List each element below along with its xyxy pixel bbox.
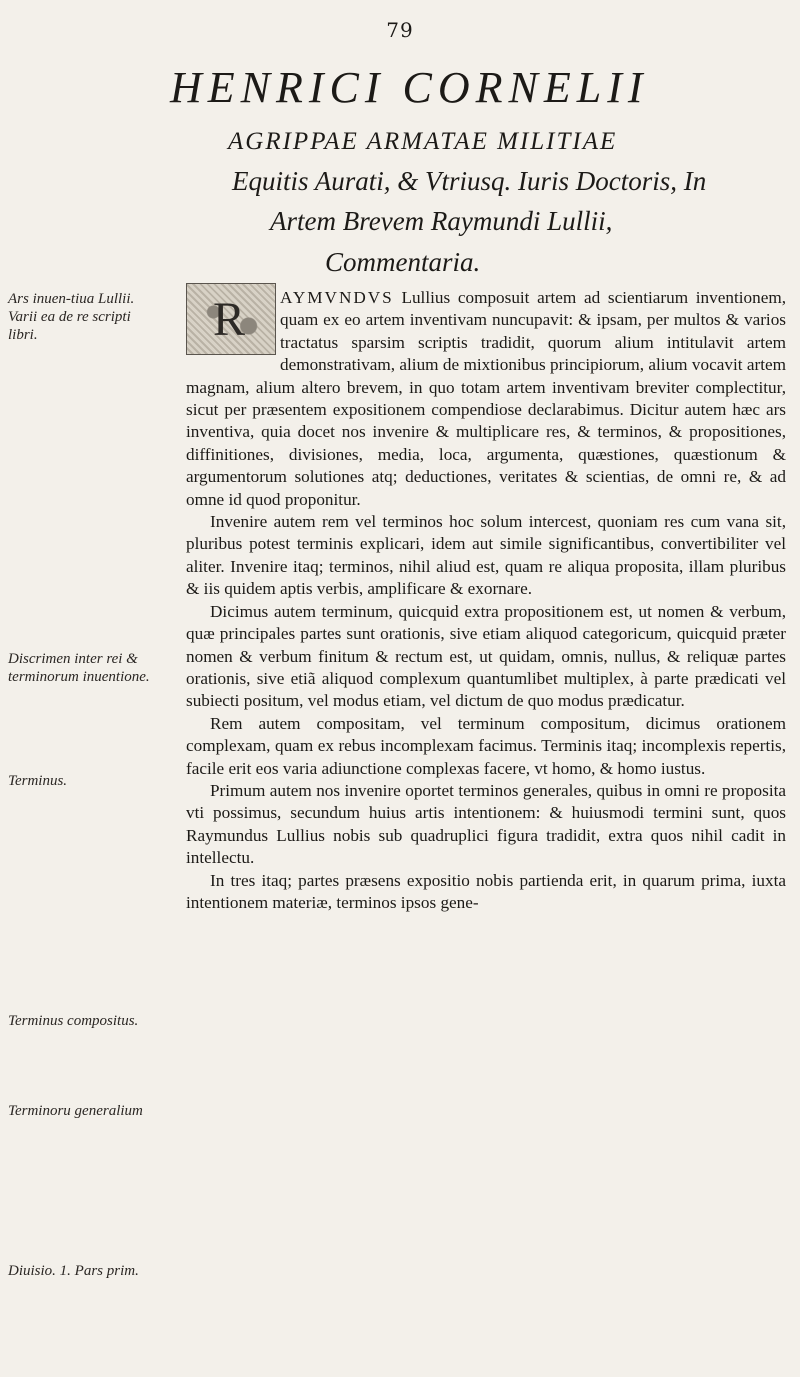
page-number: 79 bbox=[386, 18, 414, 42]
paragraph: Rem autem compositam, vel terminum compositum, dicimus orationem complexam, quam ex rebus incomplexam facimus. Terminis itaq; incomplexis repertis, facile erit eos varia adiunctione complexas facere, vt homo, & homo iustus. bbox=[186, 713, 786, 778]
paragraph: Primum autem nos invenire oportet terminos generales, quibus in omni re proposita vti possimus, secundum huius artis intentionem: & huiusmodi termini sunt, quos Raymundus Lullius nobis sub quadruplici figura tradidit, extra quos nihil cadit in intellectu. bbox=[186, 780, 786, 868]
paragraph: Dicimus autem terminum, quicquid extra propositionem est, ut nomen & verbum, quæ principales partes sunt orationis, sive etiam aliquod categoricum, quicquid præter nomen & verbum finitum & rectum est, ut quidam, omnis, nullus, & reliquæ partes orationis, sive etiã aliquod complexum quantumlibet multiplex, à parte prædicati vel subiecti positum, vel modus etiam, vel dictum de quo modus prædicatur. bbox=[186, 601, 786, 711]
title-line-3: Commentaria. bbox=[325, 247, 481, 277]
author-title: HENRICI CORNELII bbox=[170, 63, 649, 112]
paragraph: In tres itaq; partes præsens expositio nobis partienda erit, in quarum prima, iuxta intentionem materiæ, terminos ipsos gene- bbox=[186, 870, 786, 912]
margin-note: Ars inuen-tiua Lullii. Varii ea de re scripti libri. bbox=[8, 291, 135, 343]
first-word: AYMVNDVS bbox=[280, 288, 394, 307]
author-subtitle: AGRIPPAE ARMATAE MILITIAE bbox=[228, 128, 618, 155]
paragraph: Invenire autem rem vel terminos hoc solum intercest, quoniam res cum vana sit, pluribus potest terminis explicari, idem aut simile significantibus, convertibiliter vel aliter. Invenire itaq; terminos, nihil aliud est, quam re aliqua proposita, illam pluribus & iis quidem aptis verbis, amplificare & exornare. bbox=[186, 512, 786, 599]
margin-note: Terminus. bbox=[8, 773, 68, 789]
title-line-2: Artem Brevem Raymundi Lullii, bbox=[270, 206, 613, 236]
body-text bbox=[186, 287, 786, 914]
margin-note: Terminoru generalium bbox=[8, 1103, 143, 1119]
title-line-1: Equitis Aurati, & Vtriusq. Iuris Doctoris, In bbox=[232, 166, 707, 196]
margin-note: Terminus compositus. bbox=[8, 1013, 139, 1029]
decorated-initial bbox=[186, 283, 276, 355]
initial-letter: R bbox=[213, 293, 246, 346]
margin-note: Discrimen inter rei & terminorum inuentione. bbox=[8, 651, 150, 685]
paragraph-text: Lullius composuit artem ad scientiarum inventionem, quam ex eo artem inventivam nuncupavit: & ipsam, per multos & varios tractatus sparsim scriptis tradidit, quorum alium intitulavit artem demonstrativam, alium de mixtionibus principiorum, alium vocavit artem magnam, alium altero brevem, in quo totam artem inventivam breviter complectitur, sicut per præsentem expositionem compendiose declarabimus. Dicitur autem hæc ars inventiva, quia docet nos invenire & multiplicare res, & terminos, & propositiones, diffinitiones, divisiones, media, loca, argumenta, quæstiones, quæstionum & argumentorum solutiones atq; deductiones, veritates & scientias, de omni re, & ad omne id quod proponitur. bbox=[186, 288, 786, 509]
margin-note: Diuisio. 1. Pars prim. bbox=[8, 1263, 139, 1279]
